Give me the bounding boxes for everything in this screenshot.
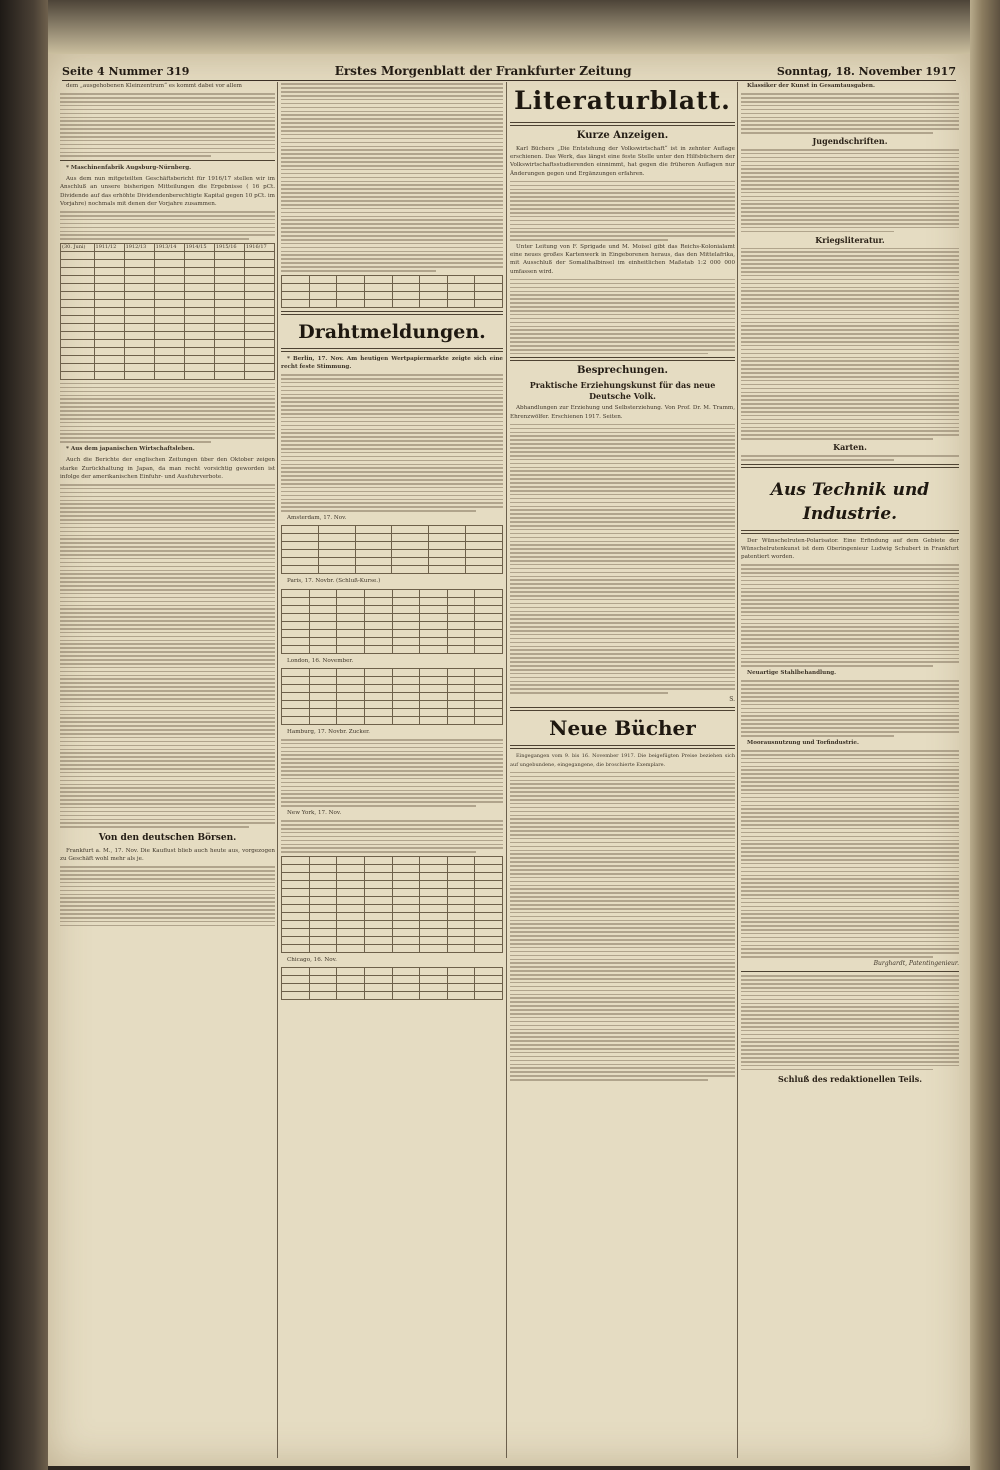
column-divider bbox=[506, 82, 507, 1458]
page-number: Seite 4 Nummer 319 bbox=[62, 64, 190, 78]
masthead: Erstes Morgenblatt der Frankfurter Zeitung bbox=[334, 64, 632, 78]
subsection-heading: Kurze Anzeigen. bbox=[576, 130, 669, 141]
article-heading: Klassiker der Kunst in Gesamtausgaben. bbox=[747, 83, 875, 89]
bourse-table bbox=[281, 275, 503, 308]
article-body-lines bbox=[60, 866, 275, 926]
divider bbox=[281, 311, 503, 315]
page-header bbox=[62, 62, 956, 81]
article-text: Aus dem nun mitgeteilten Geschäftsbericht für 1916/17 stellen wir im Anschluß an unsere bisherigen Mitteilungen die Ergebnisse ( 16 pCt. Dividende auf das erhöhte Dividendenberechtigte Kapital gegen 10 pCt. im Vorjahre) nochmals mit denen der Vorjahre zusammen. bbox=[60, 176, 275, 207]
table-header-cell: 1914/15 bbox=[184, 243, 214, 251]
end-of-editorial-note: Schluß des redaktionellen Teils. bbox=[777, 1074, 923, 1085]
article-text: Karl Büchers „Die Entstehung der Volkswirtschaft“ ist in zehnter Auflage erschienen. Das Werk, das längst eine feste Stelle unter den Hilfsbüchern der Volkswirtschaftsstudierenden einnimmt, hat gegen die früheren Auflagen nur Änderungen gegen und Ergänzungen erfahren. bbox=[510, 146, 735, 177]
article-body-lines bbox=[510, 181, 735, 241]
section-title-neue-buecher: Neue Bücher bbox=[549, 716, 696, 741]
article-heading: * Aus dem japanischen Wirtschaftsleben. bbox=[66, 446, 195, 453]
divider bbox=[510, 707, 735, 711]
adjacent-page-edge bbox=[970, 0, 1000, 1470]
article-body-lines bbox=[510, 424, 735, 694]
article-body-lines bbox=[60, 93, 275, 157]
article-text: Unter Leitung von F. Sprigade und M. Moisel gibt das Reichs-Kolonialamt eine neues großes Kartenwerk in Eingeborenen heraus, das den Mittelafrika, mit Ausschluß der Somalihalbinsel im einheitlichen Maßstab 1:2 000 000 umfassen wird. bbox=[510, 244, 735, 275]
article-body-lines bbox=[281, 820, 503, 853]
financial-table bbox=[60, 243, 275, 380]
table-header-row bbox=[61, 243, 275, 251]
article-text: * Berlin, 17. Nov. Am heutigen Wertpapiermarkte zeigte sich eine recht feste Stimmung. bbox=[281, 355, 503, 370]
section-heading: Von den deutschen Börsen. bbox=[98, 832, 237, 843]
divider bbox=[510, 357, 735, 361]
article-body-lines bbox=[510, 279, 735, 355]
article-body-lines bbox=[60, 383, 275, 443]
table-header-cell: 1916/17 bbox=[244, 243, 274, 251]
divider bbox=[60, 160, 275, 161]
divider bbox=[741, 530, 959, 534]
column-economy bbox=[60, 82, 275, 1458]
article-body-lines bbox=[741, 975, 959, 1070]
column-literature bbox=[510, 82, 735, 1458]
market-heading: Chicago, 16. Nov. bbox=[287, 956, 337, 963]
article-body-lines bbox=[741, 680, 959, 736]
market-heading: New York, 17. Nov. bbox=[287, 809, 342, 816]
book-list-lines bbox=[741, 93, 959, 134]
subsection-heading: Besprechungen. bbox=[576, 365, 669, 377]
article-body-lines bbox=[60, 211, 275, 240]
divider bbox=[741, 971, 959, 972]
divider bbox=[281, 348, 503, 352]
column-technology bbox=[741, 82, 959, 1458]
article-text: Der Wünschelruten-Polarisator. Eine Erfindung auf dem Gebiete der Wünschelrutenkunst ist dem Oberingenieur Ludwig Schubert in Frankfurt patentiert worden. bbox=[741, 537, 959, 561]
newspaper-page bbox=[48, 54, 970, 1466]
divider bbox=[510, 745, 735, 749]
article-heading: Moorausnutzung und Torfindustrie. bbox=[747, 739, 859, 746]
market-heading: Paris, 17. Novbr. (Schluß-Kurse.) bbox=[287, 578, 381, 585]
book-list-lines bbox=[741, 149, 959, 232]
market-table bbox=[281, 856, 503, 953]
article-body-lines bbox=[281, 739, 503, 807]
article-body-lines bbox=[741, 564, 959, 667]
article-body-lines bbox=[281, 374, 503, 512]
section-title-drahtmeldungen: Drahtmeldungen. bbox=[298, 320, 486, 343]
column-markets bbox=[281, 82, 503, 1458]
article-text: Auch die Berichte der englischen Zeitungen über den Oktober zeigen starke Zurückhaltung in Japan, da man recht vorsichtig geworden ist infolge der amerikanischen Einfuhr- und Ausfuhrverbote. bbox=[60, 457, 275, 480]
divider bbox=[741, 464, 959, 468]
article-body-lines bbox=[60, 484, 275, 828]
market-table bbox=[281, 589, 503, 654]
article-text: Abhandlungen zur Erziehung und Selbsterziehung. Von Prof. Dr. M. Tramm, Ehrenzwölfer. Erschienen 1917. Seiten. bbox=[510, 405, 735, 420]
subsection-heading: Kriegsliteratur. bbox=[815, 234, 885, 245]
article-body-lines bbox=[281, 83, 503, 271]
page-top-edge bbox=[48, 0, 970, 54]
market-heading: Amsterdam, 17. Nov. bbox=[287, 515, 347, 522]
book-list-lines bbox=[510, 772, 735, 1081]
article-heading: * Maschinenfabrik Augsburg-Nürnberg. bbox=[66, 165, 192, 172]
article-text: Eingegangen vom 9. bis 16. November 1917. Die beigefügten Preise beziehen sich auf ungebundene, eingegangene, die broschierte Exemplare. bbox=[510, 753, 735, 768]
review-title: Praktische Erziehungskunst für das neue Deutsche Volk. bbox=[529, 380, 716, 402]
table-header-cell: 1912/13 bbox=[124, 243, 154, 251]
divider bbox=[510, 122, 735, 126]
table-header-cell: 1915/16 bbox=[214, 243, 244, 251]
column-divider bbox=[737, 82, 738, 1458]
column-divider bbox=[277, 82, 278, 1458]
section-title-technik: Aus Technik und Industrie. bbox=[770, 479, 930, 524]
book-list-lines bbox=[741, 248, 959, 440]
table-header-cell: 1913/14 bbox=[154, 243, 184, 251]
article-body-lines bbox=[741, 750, 959, 958]
author-signature: S. bbox=[729, 696, 735, 704]
market-heading: London, 16. November. bbox=[287, 657, 354, 664]
table-header-cell: (30. Juni) bbox=[61, 243, 95, 251]
article-heading: Neuartige Stahlbehandlung. bbox=[747, 670, 837, 677]
market-table bbox=[281, 967, 503, 1000]
subsection-heading: Karten. bbox=[833, 442, 867, 453]
article-text: Frankfurt a. M., 17. Nov. Die Kauflust blieb auch heute aus, vorgezogen zu Geschäft wohl mehr als je. bbox=[60, 847, 275, 863]
book-gutter bbox=[0, 0, 48, 1470]
author-signature: Burghardt, Patentingenieur. bbox=[873, 960, 959, 968]
market-table bbox=[281, 668, 503, 725]
subsection-heading: Jugendschriften. bbox=[812, 136, 888, 146]
section-title-literaturblatt: Literaturblatt. bbox=[514, 86, 731, 115]
book-list-lines bbox=[741, 455, 959, 460]
article-text: dem „ausgehobenen Kleinzentrum“ es kommt dabei vor allem bbox=[66, 83, 242, 89]
table-header-cell: 1911/12 bbox=[94, 243, 124, 251]
market-table bbox=[281, 525, 503, 574]
issue-date: Sonntag, 18. November 1917 bbox=[776, 64, 956, 78]
market-heading: Hamburg, 17. Novbr. Zucker. bbox=[287, 728, 370, 735]
